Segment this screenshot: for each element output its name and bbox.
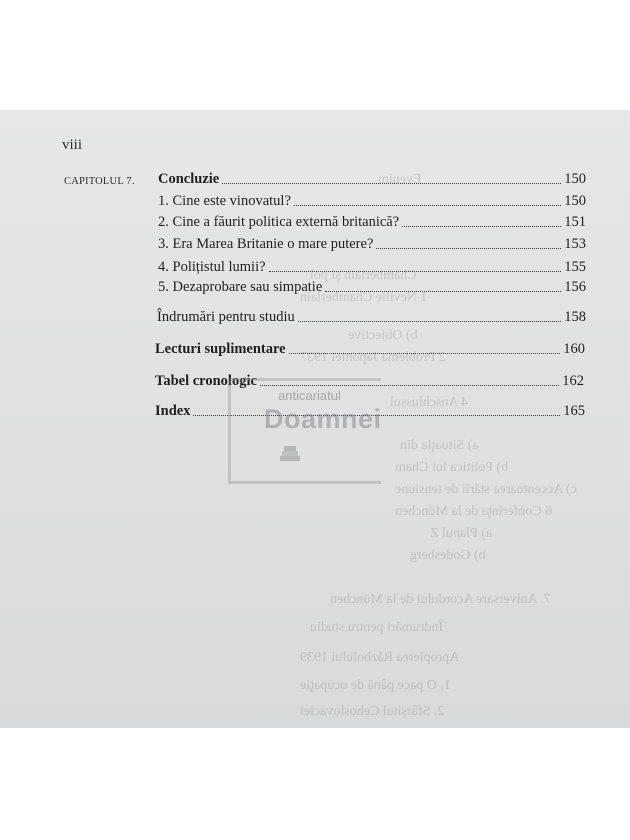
dot-leader xyxy=(289,353,561,354)
toc-entry-page: 153 xyxy=(564,236,586,252)
toc-entry-title: Lecturi suplimentare xyxy=(155,341,286,357)
chapter-label: CAPITOLUL 7. xyxy=(64,176,135,187)
watermark-line1: anticariatul xyxy=(278,388,341,403)
toc-entry-section-4 xyxy=(158,256,586,276)
toc-entry-title: Concluzie xyxy=(158,171,220,187)
toc-entry-page: 158 xyxy=(564,309,586,325)
toc-entry-concluzie xyxy=(158,168,586,188)
dot-leader xyxy=(269,271,562,272)
toc-entry-title: 1. Cine este vinovatul? xyxy=(158,193,291,209)
books-icon xyxy=(278,444,302,464)
toc-entry-title: Îndrumări pentru studiu xyxy=(157,309,295,325)
watermark-line2: Doamnei xyxy=(264,404,382,434)
toc-entry-page: 151 xyxy=(564,214,586,230)
page-number: viii xyxy=(62,137,83,153)
toc-entry-section-5 xyxy=(158,276,586,296)
watermark-logo xyxy=(228,378,398,488)
toc-entry-title: 5. Dezaprobare sau simpatie xyxy=(158,279,323,295)
dot-leader xyxy=(402,226,561,227)
toc-entry-section-1 xyxy=(158,190,586,210)
dot-leader xyxy=(325,291,561,292)
dot-leader xyxy=(376,248,561,249)
toc-entry-page: 162 xyxy=(562,373,584,389)
toc-entry-page: 150 xyxy=(564,171,586,187)
toc-entry-page: 155 xyxy=(564,259,586,275)
toc-entry-title: Index xyxy=(155,403,191,419)
dot-leader xyxy=(298,321,562,322)
toc-entry-title: Tabel cronologic xyxy=(155,373,257,389)
toc-entry-study-guide xyxy=(157,306,586,326)
toc-entry-page: 160 xyxy=(563,341,585,357)
toc-entry-further-reading xyxy=(155,338,585,358)
toc-entry-page: 150 xyxy=(564,193,586,209)
reverse-page-show-through: Evenim Chamberlain şi pol 1 Neville Chamberlain b) Obiective 2 Problema Japoniei 1937 4 Anschlussul a) Situaţia din b) Politica lui Cham c) Accentuarea stării de tensiune 6 Conferinţa de la München a) Planul Z b) Godesberg 7. Aniversare Acordului de la München Îndrumări pentru studiu Apropierea Războiului 1939 1. O pace până de ocupaţie 2. Sfârşitul Cehoslovaciei xyxy=(300,172,577,719)
toc-entry-title: 2. Cine a făurit politica externă britanică? xyxy=(158,214,400,230)
book-page xyxy=(0,110,630,728)
dot-leader xyxy=(294,205,561,206)
toc-entry-section-2 xyxy=(158,211,586,231)
toc-entry-page: 165 xyxy=(563,403,585,419)
toc-entry-page: 156 xyxy=(564,279,586,295)
toc-entry-title: 4. Polițistul lumii? xyxy=(158,259,266,275)
dot-leader xyxy=(222,183,561,184)
toc-entry-section-3 xyxy=(158,233,586,253)
toc-entry-title: 3. Era Marea Britanie o mare putere? xyxy=(158,236,374,252)
